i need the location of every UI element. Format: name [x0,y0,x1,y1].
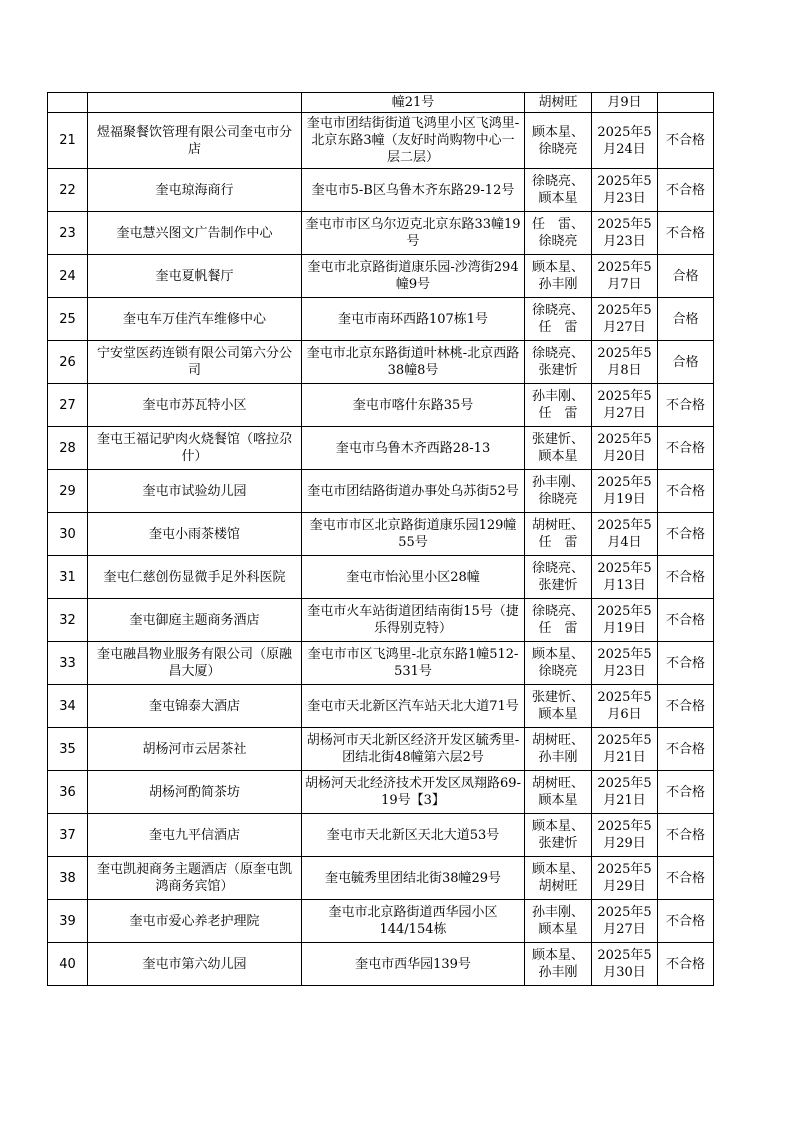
business-name: 奎屯王福记驴肉火烧餐馆（喀拉尕什） [88,427,302,470]
inspection-table [47,92,714,986]
inspection-date-line2: 月27日 [603,406,646,421]
inspection-date-line2: 月23日 [603,191,646,206]
inspectors [525,513,592,556]
inspection-date-line2: 月27日 [603,320,646,335]
row-number: 38 [48,857,88,900]
inspector-primary: 胡树旺、 [531,733,584,748]
inspection-result: 合格 [658,255,714,298]
inspection-table-body [48,93,714,986]
table-row [48,113,714,169]
table-row [48,900,714,943]
inspector-primary: 顾本星、 [531,647,584,662]
table-row [48,470,714,513]
inspection-date [592,384,658,427]
table-row [48,599,714,642]
inspector-secondary: 顾本星 [538,191,578,206]
inspector-primary: 顾本星、 [531,819,584,834]
row-number [48,93,88,113]
table-row [48,341,714,384]
inspection-date [592,900,658,943]
business-name: 奎屯锦泰大酒店 [88,685,302,728]
row-number: 31 [48,556,88,599]
business-address: 奎屯市西华园139号 [302,943,525,986]
inspection-date [592,298,658,341]
business-address: 奎屯市团结路街道办事处乌苏街52号 [302,470,525,513]
business-name: 奎屯御庭主题商务酒店 [88,599,302,642]
inspection-result [658,93,714,113]
inspection-date-line2: 月27日 [603,922,646,937]
row-number: 32 [48,599,88,642]
inspection-date-line1: 2025年5 [597,174,652,189]
row-number: 28 [48,427,88,470]
table-row [48,513,714,556]
inspector-primary: 徐晓亮、 [531,174,584,189]
inspectors [525,556,592,599]
business-address: 奎屯市团结街街道飞鸿里小区飞鸿里-北京东路3幢（友好时尚购物中心一层二层） [302,113,525,169]
business-name [88,93,302,113]
business-address: 奎屯市市区北京路街道康乐园129幢55号 [302,513,525,556]
inspector-secondary: 顾本星 [538,922,578,937]
inspection-date-line2: 月13日 [603,578,646,593]
inspection-date-line1: 2025年5 [597,948,652,963]
inspection-result: 不合格 [658,470,714,513]
inspector-secondary: 张建忻 [538,836,578,851]
inspectors [525,943,592,986]
inspectors [525,255,592,298]
inspectors [525,642,592,685]
inspection-date [592,857,658,900]
inspector-primary: 徐晓亮、 [531,561,584,576]
business-address: 奎屯毓秀里团结北街38幢29号 [302,857,525,900]
inspection-date [592,642,658,685]
table-row [48,857,714,900]
inspectors [525,900,592,943]
inspection-date [592,341,658,384]
inspectors [525,728,592,771]
row-number: 33 [48,642,88,685]
inspection-result: 不合格 [658,556,714,599]
inspectors: 胡树旺 [525,93,592,113]
table-row [48,212,714,255]
row-number: 30 [48,513,88,556]
table-row [48,642,714,685]
inspection-date-line1: 2025年5 [597,389,652,404]
inspector-secondary: 顾本星 [538,793,578,808]
inspection-result: 不合格 [658,513,714,556]
business-address: 奎屯市火车站街道团结南街15号（捷乐得别克特） [302,599,525,642]
inspector-secondary: 张建忻 [538,363,578,378]
business-name: 煜福聚餐饮管理有限公司奎屯市分店 [88,113,302,169]
row-number: 22 [48,169,88,212]
business-address: 幢21号 [302,93,525,113]
table-row [48,169,714,212]
row-number: 23 [48,212,88,255]
business-name: 奎屯融昌物业服务有限公司（原融昌大厦） [88,642,302,685]
inspection-result: 不合格 [658,642,714,685]
inspectors [525,771,592,814]
inspector-secondary: 胡树旺 [538,879,578,894]
inspection-date-line1: 2025年5 [597,604,652,619]
inspection-date-line2: 月21日 [603,750,646,765]
inspector-secondary: 张建忻 [538,578,578,593]
inspection-date [592,599,658,642]
inspection-date-line1: 2025年5 [597,776,652,791]
business-name: 奎屯市试验幼儿园 [88,470,302,513]
business-name: 奎屯琼海商行 [88,169,302,212]
inspection-date-line1: 2025年5 [597,260,652,275]
table-row [48,255,714,298]
business-address: 胡杨河市天北新区经济开发区毓秀里-团结北街48幢第六层2号 [302,728,525,771]
inspectors [525,298,592,341]
inspection-date-line2: 月8日 [607,363,642,378]
inspection-date-line1: 2025年5 [597,475,652,490]
business-name: 奎屯小雨茶楼馆 [88,513,302,556]
inspector-secondary: 孙丰刚 [538,965,578,980]
business-address: 奎屯市天北新区天北大道53号 [302,814,525,857]
table-row [48,771,714,814]
business-address: 胡杨河天北经济技术开发区凤翔路69-19号【3】 [302,771,525,814]
table-row [48,685,714,728]
inspection-date-line1: 2025年5 [597,217,652,232]
row-number: 35 [48,728,88,771]
inspector-primary: 孙丰刚、 [531,475,584,490]
inspector-primary: 孙丰刚、 [531,389,584,404]
business-address: 奎屯市北京东路街道叶林桃-北京西路38幢8号 [302,341,525,384]
business-name: 胡杨河酌简茶坊 [88,771,302,814]
inspection-date-line2: 月19日 [603,492,646,507]
inspection-result: 不合格 [658,685,714,728]
inspectors [525,341,592,384]
inspection-result: 合格 [658,298,714,341]
continued-row [48,93,714,113]
table-row [48,427,714,470]
row-number: 21 [48,113,88,169]
inspection-date [592,255,658,298]
inspection-date-line1: 2025年5 [597,862,652,877]
inspection-date [592,943,658,986]
table-row [48,384,714,427]
business-address: 奎屯市喀什东路35号 [302,384,525,427]
inspection-date [592,814,658,857]
inspector-secondary: 徐晓亮 [538,664,578,679]
inspector-primary: 孙丰刚、 [531,905,584,920]
inspectors [525,427,592,470]
inspector-secondary: 顾本星 [538,707,578,722]
inspection-date [592,685,658,728]
business-name: 奎屯车万佳汽车维修中心 [88,298,302,341]
inspector-primary: 胡树旺、 [531,518,584,533]
inspection-date-line1: 2025年5 [597,690,652,705]
business-address: 奎屯市乌鲁木齐西路28-13 [302,427,525,470]
inspection-result: 不合格 [658,900,714,943]
inspection-date-line2: 月7日 [607,277,642,292]
inspection-date [592,470,658,513]
inspection-date-line1: 2025年5 [597,432,652,447]
inspection-date [592,556,658,599]
inspector-primary: 张建忻、 [531,690,584,705]
row-number: 26 [48,341,88,384]
table-row [48,728,714,771]
inspection-result: 不合格 [658,599,714,642]
inspectors [525,814,592,857]
inspection-date-line2: 月4日 [607,535,642,550]
inspection-result: 不合格 [658,169,714,212]
inspection-result: 不合格 [658,113,714,169]
inspection-date-line2: 月23日 [603,664,646,679]
business-address: 奎屯市北京路街道西华园小区144/154栋 [302,900,525,943]
inspection-result: 不合格 [658,814,714,857]
business-address: 奎屯市市区飞鸿里-北京东路1幢512-531号 [302,642,525,685]
row-number: 34 [48,685,88,728]
inspection-date [592,728,658,771]
business-name: 奎屯仁慈创伤显微手足外科医院 [88,556,302,599]
inspector-primary: 顾本星、 [531,124,584,140]
inspection-date-line2: 月23日 [603,234,646,249]
inspection-date-line2: 月19日 [603,621,646,636]
inspector-primary: 顾本星、 [531,260,584,275]
inspector-primary: 徐晓亮、 [531,346,584,361]
row-number: 40 [48,943,88,986]
business-address: 奎屯市天北新区汽车站天北大道71号 [302,685,525,728]
inspectors [525,470,592,513]
inspectors [525,384,592,427]
business-name: 奎屯夏帆餐厅 [88,255,302,298]
inspection-date [592,427,658,470]
table-row [48,556,714,599]
inspectors [525,599,592,642]
inspection-date-line2: 月30日 [603,965,646,980]
business-name: 胡杨河市云居茶社 [88,728,302,771]
row-number: 25 [48,298,88,341]
inspection-result: 不合格 [658,728,714,771]
row-number: 36 [48,771,88,814]
inspector-secondary: 任 雷 [538,621,578,636]
inspectors [525,113,592,169]
business-name: 奎屯凯昶商务主题酒店（原奎屯凯鸿商务宾馆） [88,857,302,900]
inspectors [525,169,592,212]
inspection-date-line1: 2025年5 [597,303,652,318]
business-address: 奎屯市怡沁里小区28幢 [302,556,525,599]
inspection-date-line2: 月29日 [603,836,646,851]
inspector-primary: 张建忻、 [531,432,584,447]
inspector-secondary: 顾本星 [538,449,578,464]
business-name: 宁安堂医药连锁有限公司第六分公司 [88,341,302,384]
inspection-date [592,513,658,556]
inspector-secondary: 徐晓亮 [538,234,578,249]
inspector-primary: 顾本星、 [531,948,584,963]
inspector-secondary: 孙丰刚 [538,277,578,292]
inspectors [525,685,592,728]
row-number: 37 [48,814,88,857]
business-name: 奎屯慧兴图文广告制作中心 [88,212,302,255]
inspection-result: 不合格 [658,857,714,900]
inspector-secondary: 任 雷 [538,535,578,550]
table-row [48,298,714,341]
inspection-result: 不合格 [658,212,714,255]
inspector-secondary: 徐晓亮 [538,492,578,507]
row-number: 24 [48,255,88,298]
inspection-date-line1: 2025年5 [597,346,652,361]
inspector-primary: 顾本星、 [531,862,584,877]
business-address: 奎屯市北京路街道康乐园-沙湾街294幢9号 [302,255,525,298]
inspection-result: 不合格 [658,943,714,986]
inspector-primary: 任 雷、 [531,217,584,232]
row-number: 39 [48,900,88,943]
inspection-date-line1: 2025年5 [597,124,652,140]
inspection-date-line1: 2025年5 [597,518,652,533]
business-name: 奎屯市爱心养老护理院 [88,900,302,943]
inspector-primary: 胡树旺、 [531,776,584,791]
inspector-secondary: 孙丰刚 [538,750,578,765]
inspection-result: 合格 [658,341,714,384]
inspection-date-line2: 月21日 [603,793,646,808]
row-number: 29 [48,470,88,513]
business-name: 奎屯市苏瓦特小区 [88,384,302,427]
inspection-result: 不合格 [658,384,714,427]
inspectors [525,857,592,900]
inspection-result: 不合格 [658,427,714,470]
business-address: 奎屯市南环西路107栋1号 [302,298,525,341]
business-name: 奎屯市第六幼儿园 [88,943,302,986]
inspector-secondary: 任 雷 [538,320,578,335]
inspection-date-line2: 月24日 [603,141,646,157]
inspection-date [592,113,658,169]
inspection-result: 不合格 [658,771,714,814]
inspection-date [592,771,658,814]
inspection-date-line1: 2025年5 [597,819,652,834]
inspection-date-line1: 2025年5 [597,647,652,662]
inspection-date [592,169,658,212]
inspection-date-line2: 月6日 [607,707,642,722]
table-row [48,814,714,857]
inspection-date: 月9日 [592,93,658,113]
inspection-date-line2: 月29日 [603,879,646,894]
row-number: 27 [48,384,88,427]
inspector-secondary: 任 雷 [538,406,578,421]
table-row [48,943,714,986]
business-name: 奎屯九平信酒店 [88,814,302,857]
inspection-date-line2: 月20日 [603,449,646,464]
inspectors [525,212,592,255]
inspection-date-line1: 2025年5 [597,733,652,748]
inspector-secondary: 徐晓亮 [538,141,578,157]
inspector-primary: 徐晓亮、 [531,303,584,318]
inspector-primary: 徐晓亮、 [531,604,584,619]
inspection-date [592,212,658,255]
business-address: 奎屯市市区乌尔迈克北京东路33幢19号 [302,212,525,255]
business-address: 奎屯市5-B区乌鲁木齐东路29-12号 [302,169,525,212]
inspection-date-line1: 2025年5 [597,905,652,920]
inspection-date-line1: 2025年5 [597,561,652,576]
